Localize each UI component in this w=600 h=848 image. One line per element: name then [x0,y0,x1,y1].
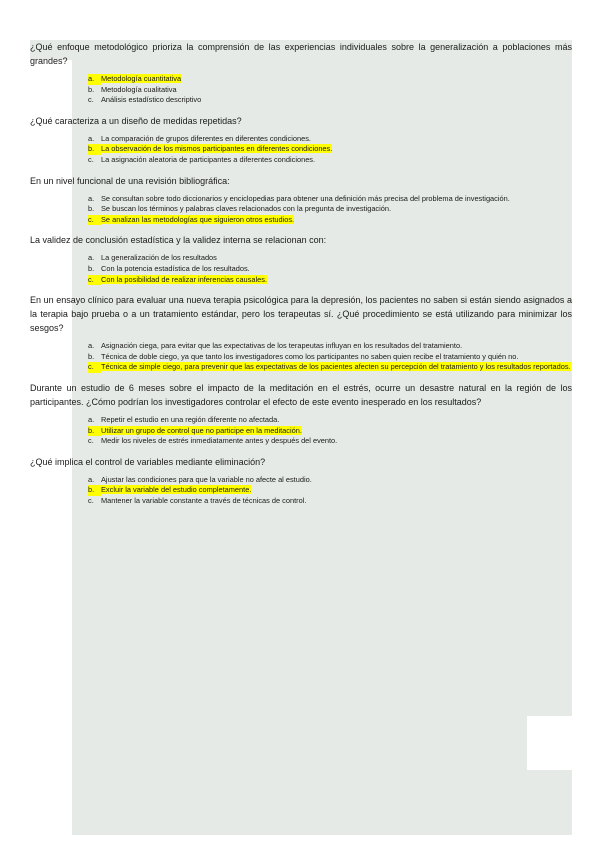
option-letter: c. [88,275,101,286]
option-text: La asignación aleatoria de participantes a diferentes condiciones. [101,154,316,164]
option-letter: c. [88,362,101,373]
question-7 [30,455,572,507]
option-c[interactable] [88,155,572,166]
option-text: Excluir la variable del estudio completamente. [101,485,252,495]
option-letter: b. [88,204,95,214]
option-text: Metodología cuantitativa [101,74,182,83]
option-text: Utilizar un grupo de control que no participe en la meditación. [101,425,302,435]
option-letter: a. [88,133,95,143]
option-text: Medir los niveles de estrés inmediatamente antes y después del evento. [101,436,338,446]
option-text: Repetir el estudio en una región diferente no afectada. [101,414,280,424]
option-a[interactable] [88,341,572,352]
question-text: En un ensayo clínico para evaluar una nueva terapia psicológica para la depresión, los pacientes no saben si están siendo asignados a la terapia bajo prueba o a un tratamiento estándar, pero los terapeutas sí. ¿Qué procedimiento se está utilizando para minimizar los sesgos? [30,295,572,334]
options-list [30,134,572,166]
option-letter: b. [88,426,101,437]
option-c[interactable] [88,436,572,447]
option-letter: a. [88,74,101,85]
question-text: La validez de conclusión estadística y la validez interna se relacionan con: [30,235,327,246]
option-text: Se buscan los términos y palabras claves relacionados con la pregunta de investigación. [101,204,392,214]
question-text: Durante un estudio de 6 meses sobre el impacto de la meditación en el estrés, ocurre un desastre natural en la región de los participantes. ¿Cómo podrían los investigadores controlar el efecto de este evento inesperado en los resultados? [30,382,572,407]
option-a[interactable] [88,475,572,486]
option-text: Técnica de doble ciego, ya que tanto los investigadores como los participantes no saben quien recibe el tratamiento y quién no. [101,351,519,361]
option-text: Técnica de simple ciego, para prevenir que las expectativas de los pacientes afecten su percepción del tratamiento y los resultados reportados. [101,362,571,372]
option-letter: c. [88,95,94,105]
option-letter: c. [88,215,101,226]
option-text: Asignación ciega, para evitar que las expectativas de los terapeutas influyan en los resultados del tratamiento. [101,341,463,351]
option-b[interactable] [88,485,572,496]
background-cutout [527,716,573,770]
option-text: Con la posibilidad de realizar inferencias causales. [101,274,267,284]
option-c[interactable] [88,95,572,106]
option-letter: b. [88,351,95,361]
options-list [30,74,572,106]
option-text: Metodología cualitativa [101,84,177,94]
question-text: ¿Qué caracteriza a un diseño de medidas repetidas? [30,115,242,126]
option-text: Análisis estadístico descriptivo [101,95,202,105]
option-a[interactable] [88,253,572,264]
question-text: ¿Qué implica el control de variables mediante eliminación? [30,456,266,467]
option-b[interactable] [88,204,572,215]
option-c[interactable] [88,275,572,286]
option-text: La generalización de los resultados [101,253,217,263]
question-6 [30,381,572,447]
option-b[interactable] [88,264,572,275]
option-c[interactable] [88,362,572,373]
options-list [30,415,572,447]
option-a[interactable] [88,415,572,426]
option-letter: a. [88,341,95,351]
option-text: Se consultan sobre todo diccionarios y enciclopedias para obtener una definición más precisa del problema de investigación. [101,193,510,203]
option-letter: c. [88,495,94,505]
options-list [30,341,572,373]
option-letter: a. [88,474,95,484]
option-letter: b. [88,144,101,155]
option-letter: c. [88,154,94,164]
option-letter: b. [88,263,95,273]
question-text: ¿Qué enfoque metodológico prioriza la comprensión de las experiencias individuales sobre la generalización a poblaciones más grandes? [30,42,572,66]
option-text: La comparación de grupos diferentes en diferentes condiciones. [101,133,311,143]
question-5 [30,293,572,373]
option-text: Se analizan las metodologías que siguieron otros estudios. [101,214,295,224]
question-2 [30,114,572,166]
option-b[interactable] [88,85,572,96]
question-1 [30,40,572,106]
question-3 [30,174,572,226]
option-b[interactable] [88,144,572,155]
option-text: Mantener la variable constante a través de técnicas de control. [101,495,307,505]
option-letter: a. [88,193,95,203]
option-c[interactable] [88,496,572,507]
option-letter: a. [88,414,95,424]
option-b[interactable] [88,426,572,437]
option-text: Con la potencia estadística de los resultados. [101,263,250,273]
option-letter: c. [88,436,94,446]
options-list [30,194,572,226]
option-a[interactable] [88,74,572,85]
option-a[interactable] [88,134,572,145]
option-letter: b. [88,84,95,94]
question-text: En un nivel funcional de una revisión bibliográfica: [30,175,230,186]
options-list [30,253,572,285]
option-text: La observación de los mismos participantes en diferentes condiciones. [101,144,333,154]
option-a[interactable] [88,194,572,205]
option-letter: b. [88,485,101,496]
option-letter: a. [88,253,95,263]
option-text: Ajustar las condiciones para que la variable no afecte al estudio. [101,474,312,484]
option-c[interactable] [88,215,572,226]
document-body [30,40,572,514]
question-4 [30,233,572,285]
option-b[interactable] [88,352,572,363]
options-list [30,475,572,507]
